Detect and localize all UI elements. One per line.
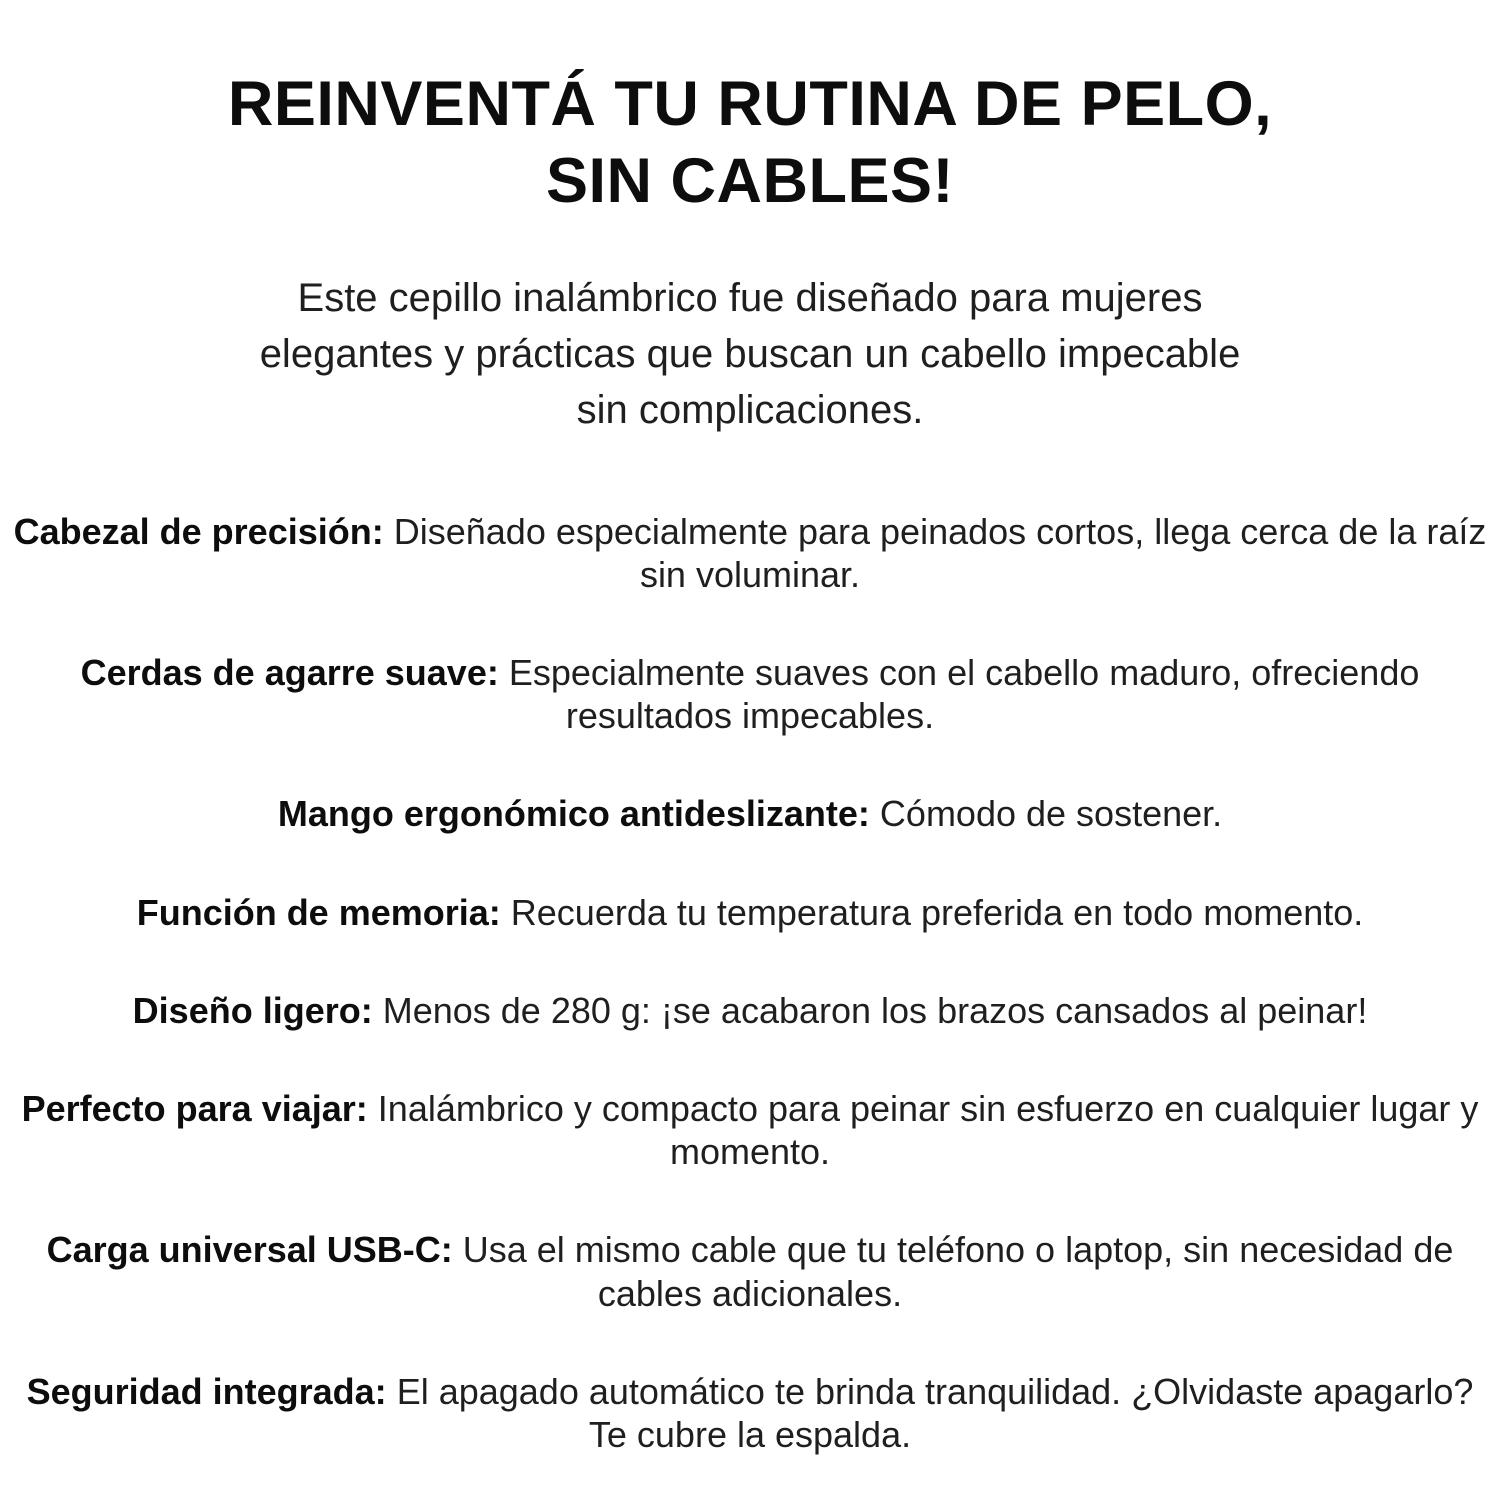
feature-list [10, 510, 1490, 1456]
feature-text: Diseñado especialmente para peinados cortos, llega cerca de la raíz sin voluminar. [393, 510, 1487, 595]
title-line-1: REINVENTÁ TU RUTINA DE PELO, [227, 69, 1273, 139]
feature-item-memory-function [10, 891, 1490, 934]
feature-item-travel-ready [10, 1087, 1490, 1173]
page-title [10, 66, 1490, 220]
feature-item-lightweight-design [10, 989, 1490, 1032]
feature-text: El apagado automático te brinda tranquilidad. ¿Olvidaste apagarlo? Te cubre la espalda. [396, 1370, 1474, 1455]
intro-paragraph [10, 270, 1490, 438]
feature-text: Cómodo de sostener. [879, 793, 1223, 835]
feature-item-soft-bristles [10, 651, 1490, 737]
feature-label: Diseño ligero: [132, 989, 373, 1031]
feature-text: Usa el mismo cable que tu teléfono o laptop, sin necesidad de cables adicionales. [462, 1229, 1454, 1314]
feature-text: Especialmente suaves con el cabello maduro, ofreciendo resultados impecables. [508, 652, 1420, 737]
feature-label: Perfecto para viajar: [21, 1088, 368, 1130]
title-line-2: SIN CABLES! [545, 145, 955, 216]
feature-label: Seguridad integrada: [26, 1370, 387, 1412]
feature-label: Carga universal USB-C: [46, 1229, 453, 1271]
intro-line-3: sin complicaciones. [576, 387, 924, 432]
feature-label: Función de memoria: [136, 891, 501, 933]
feature-label: Cerdas de agarre suave: [80, 652, 499, 694]
intro-line-2: elegantes y prácticas que buscan un cabello impecable [259, 331, 1241, 376]
feature-item-built-in-safety [10, 1370, 1490, 1456]
intro-line-1: Este cepillo inalámbrico fue diseñado para mujeres [297, 275, 1203, 320]
feature-text: Recuerda tu temperatura preferida en todo momento. [510, 891, 1364, 933]
feature-item-precision-head [10, 510, 1490, 596]
feature-label: Cabezal de precisión: [13, 510, 384, 552]
feature-label: Mango ergonómico antideslizante: [277, 793, 870, 835]
feature-text: Inalámbrico y compacto para peinar sin esfuerzo en cualquier lugar y momento. [377, 1088, 1479, 1173]
feature-text: Menos de 280 g: ¡se acabaron los brazos cansados al peinar! [382, 989, 1368, 1031]
feature-item-ergonomic-handle [10, 792, 1490, 835]
feature-item-usb-c-charging [10, 1228, 1490, 1314]
